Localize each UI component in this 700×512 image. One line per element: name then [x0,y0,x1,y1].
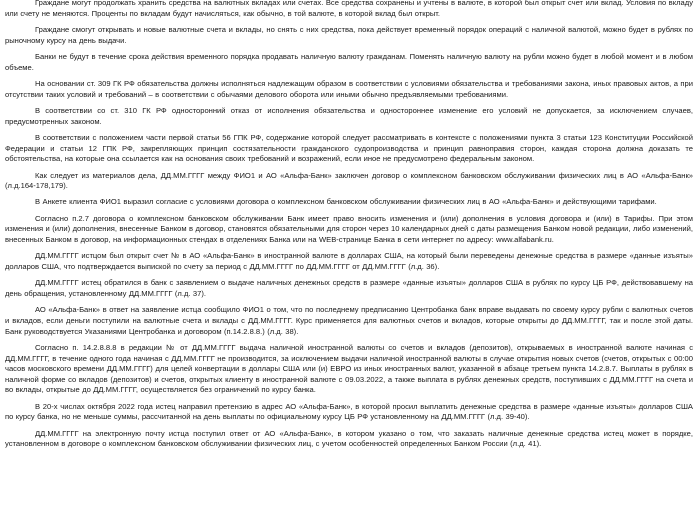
paragraph: ДД.ММ.ГГГГ истцом был открыт счет № в АО «Альфа-Банк» в иностранной валюте в долларах США, на который были переведены денежные средства в размере «данные изъяты» долларов США, что подтверждается выпиской по счету за период с ДД.ММ.ГГГГ по ДД.ММ.ГГГГ от ДД.ММ.ГГГГ (л.д. 36). [5,251,693,272]
paragraph: В 20-х числах октября 2022 года истец направил претензию в адрес АО «Альфа-Банк», в которой просил выплатить денежные средства в размере «данные изъяты» долларов США по курсу банка, но не меньше суммы, рассчитанной на день выплаты по официальному курсу ЦБ РФ установленному на ДД.ММ.ГГГГ (л.д. 39-40). [5,401,693,422]
paragraph: ДД.ММ.ГГГГ истец обратился в банк с заявлением о выдаче наличных денежных средств в размере «данные изъяты» долларов США в рублях по курсу ЦБ РФ, действовавшему на день обращения, установленному ДД.ММ.ГГГГ (л.д. 37). [5,278,693,299]
paragraph: Граждане могут продолжать хранить средства на валютных вкладах или счетах. Все средства сохранены и учтены в валюте, в которой был открыт счет или вклад. Условия по вкладу или счету не меняются. Проценты по вкладам будут начисляться, как обычно, в той валюте, в которой вклад был открыт. [5,0,693,18]
paragraph: ДД.ММ.ГГГГ на электронную почту истца поступил ответ от АО «Альфа-Банк», в котором указано о том, что заказать наличные денежные средства истец может в порядке, установленном в договоре о комплексном банковском обслуживании физических лиц, с учетом особенностей определенных Банком России (л.д. 41). [5,428,693,449]
paragraph: В соответствии со ст. 310 ГК РФ односторонний отказ от исполнения обязательства и одностороннее изменение его условий не допускается, за исключением случаев, предусмотренных законом. [5,105,693,126]
paragraph: На основании ст. 309 ГК РФ обязательства должны исполняться надлежащим образом в соответствии с условиями обязательства и требованиями закона, иных правовых актов, а при отсутствии таких условий и требований – в соответствии с обычаями делового оборота или иными обычно предъявляемыми требованиями. [5,78,693,99]
paragraph: В соответствии с положением части первой статьи 56 ГПК РФ, содержание которой следует рассматривать в контексте с положениями пункта 3 статьи 123 Конституции Российской Федерации и статьи 12 ГПК РФ, закрепляющих принцип состязательности гражданского судопроизводства и принцип равноправия сторон, каждая сторона должна доказать те обстоятельства, на которые она ссылается как на основания своих требований и возражений, если иное не предусмотрено федеральным законом. [5,132,693,164]
paragraph: Согласно п. 14.2.8.8.8 в редакции № от ДД.ММ.ГГГГ выдача наличной иностранной валюты со счетов и вкладов (депозитов), открываемых в иностранной валюте начиная с ДД.ММ.ГГГГ, в течение одного года начиная с ДД.ММ.ГГГГ не производится, за исключением выдачи наличной иностранной валюты в случае открытия новых счетов (счетов, открытых с 00:00 часов московского времени ДД.ММ.ГГГГ) для целей конвертации в доллары США или (и) ЕВРО из иных иностранных валют, указанной в абзаце третьем пункта 14.2.8.7. Выплаты в рублях в наличной форме со вкладов (депозитов) и счетов, открытых клиенту в иностранной валюте с 09.03.2022, а также выплата в рублях денежных средств, поступивших с ДД.ММ.ГГГГ на счета и во вклады, открытые до ДД.ММ.ГГГГ, осуществляется без ограничений по курсу банка. [5,343,693,395]
paragraph: Банки не будут в течение срока действия временного порядка продавать наличную валюту гражданам. Поменять наличную валюту на рубли можно будет в любой момент и в любом объеме. [5,51,693,72]
paragraph: АО «Альфа-Банк» в ответ на заявление истца сообщило ФИО1 о том, что по последнему предписанию Центробанка банк вправе выдавать по своему курсу рубли с валютных счетов и вкладов, если деньги поступили на валютные счета и вклады с ДД.ММ.ГГГГ. Курс применяется для валютных счетов и вкладов, которые открыты до ДД.ММ.ГГГГ, так и после этой даты. Банк руководствуется Указаниями Центробанка и договором (п.14.2.8.8.) (л.д. 38). [5,305,693,336]
paragraph: Граждане смогут открывать и новые валютные счета и вклады, но снять с них средства, пока действует временный порядок операций с наличной валютой, можно будет в рублях по рыночному курсу на день выдачи. [5,24,693,45]
paragraph: Согласно п.2.7 договора о комплексном банковском обслуживании Банк имеет право вносить изменения и (или) дополнения в условия договора и (или) в Тарифы. При этом изменения и (или) дополнения, внесенные Банком в договор, становятся обязательными для сторон через 10 календарных дней с даты размещения Банком новой редакции, либо изменений, внесенных Банком в договор, на информационных стендах в отделениях Банка или на WEB-странице Банка в сети интернет по адресу: www.alfabank.ru. [5,213,693,245]
paragraph: В Анкете клиента ФИО1 выразил согласие с условиями договора о комплексном банковском обслуживании физических лиц в АО «Альфа-Банк» и действующими тарифами. [35,197,657,207]
paragraph: Как следует из материалов дела, ДД.ММ.ГГГГ между ФИО1 и АО «Альфа-Банк» заключен договор о комплексном банковском обслуживании физических лиц в АО «Альфа-Банк» (л.д.164-178,179). [5,170,693,191]
